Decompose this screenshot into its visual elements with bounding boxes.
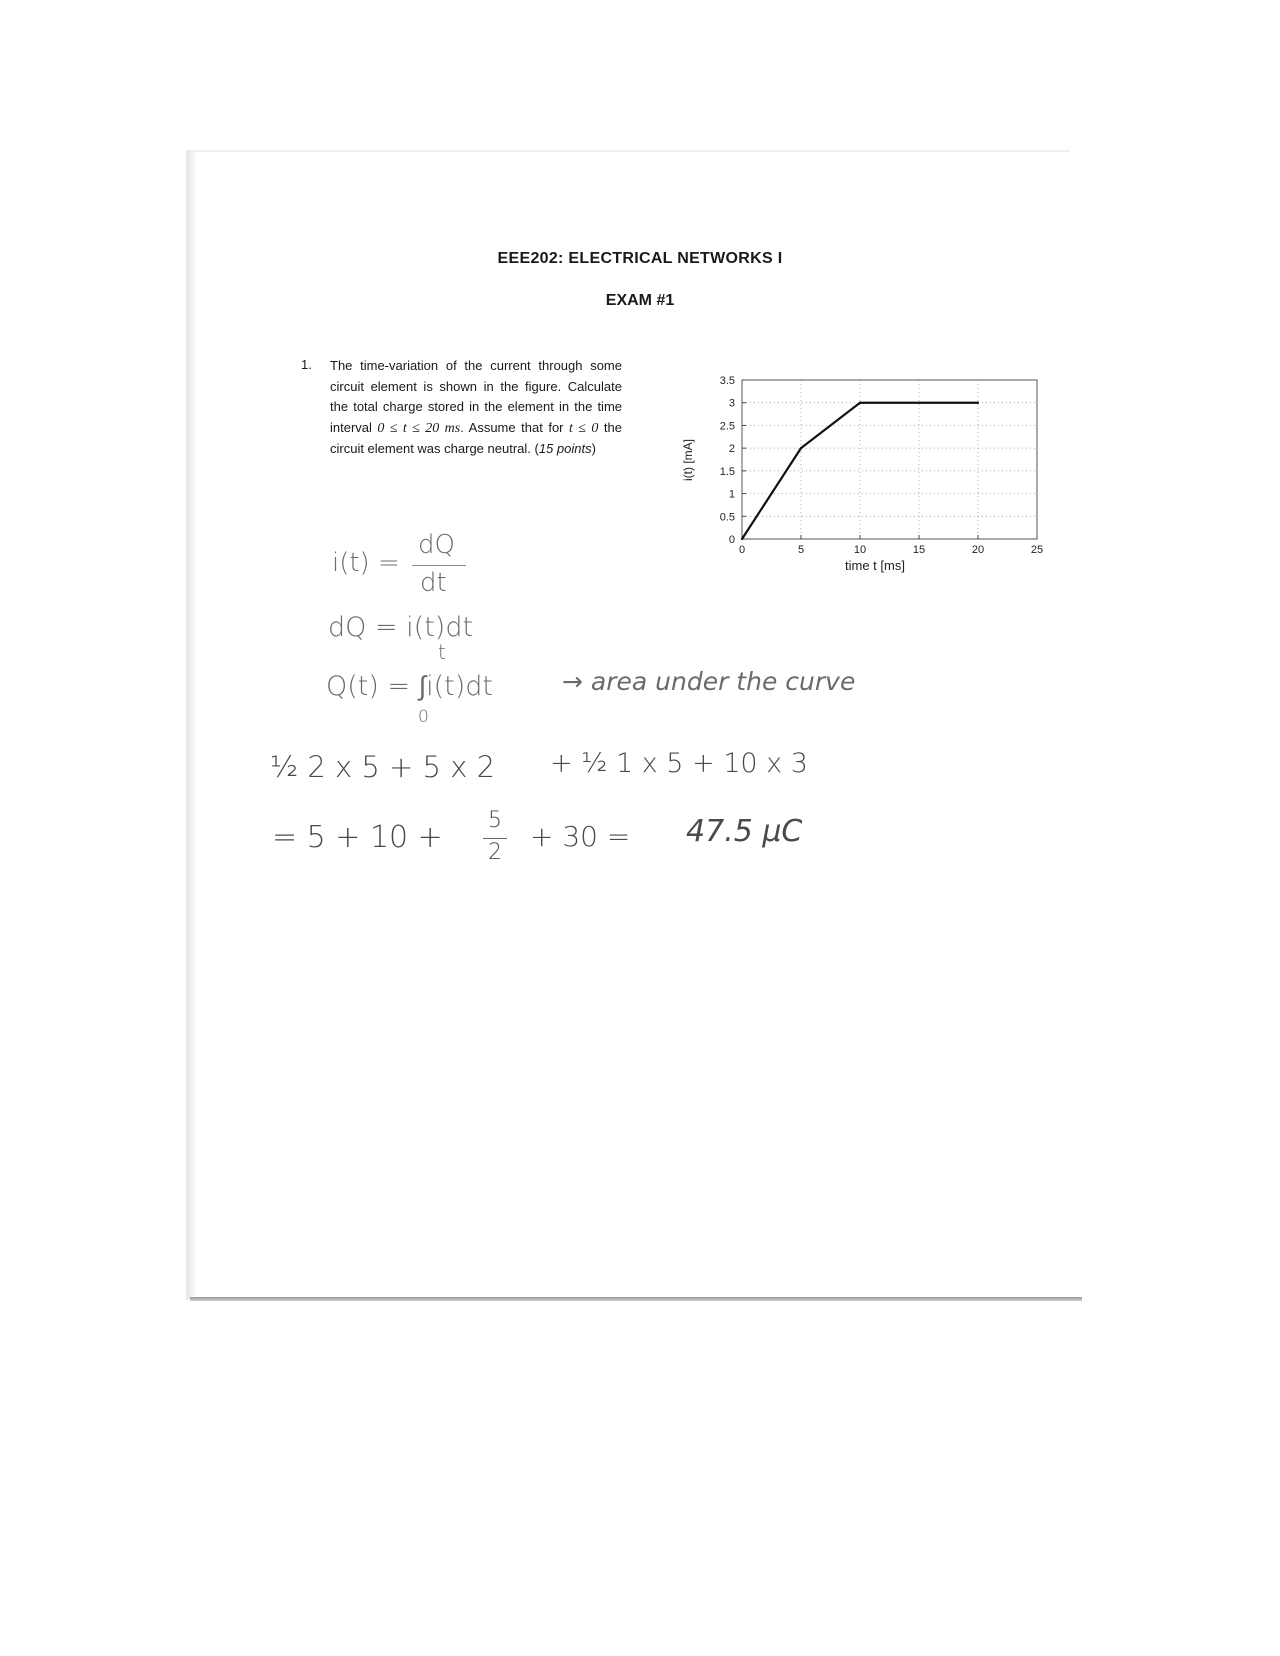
hw-dt-denominator: dt [420,568,447,598]
y-tick-label: 1.5 [719,465,735,478]
scan-sheet-top-edge [190,150,1070,152]
question-number: 1. [301,357,312,372]
question-text-part4: ) [591,441,596,456]
y-tick-label: 3.5 [719,375,735,387]
question-text-part1: The time-variation of the current through some circuit element is shown in the figure. Calculate the total charge stored in the element in the time interval [330,358,622,435]
hw-area-note: → area under the curve [562,667,856,696]
hw-calc-line2a: = 5 + 10 + [272,820,443,855]
hw-calc-line2b: + 30 = [530,820,631,853]
question-text [330,356,622,460]
y-tick-label: 0 [728,534,735,546]
series-point [859,402,861,404]
y-axis-label: i(t) [mA] [681,439,695,481]
question-text-part3: the circuit element was charge neutral. ( [330,419,622,456]
question-interval: 0 ≤ t ≤ 20 ms [377,420,461,436]
hw-dq-numerator: dQ [418,530,455,560]
hw-charge-integral: Q(t) = ∫i(t)dt [326,671,493,702]
x-tick-label: 20 [971,544,985,556]
series-point [977,402,979,404]
current-chart [670,370,1044,580]
scan-sheet-bottom-edge [190,1297,1082,1301]
y-tick-label: 3 [728,397,735,410]
x-tick-label: 0 [738,544,746,556]
course-title: EEE202: ELECTRICAL NETWORKS I [497,250,783,267]
y-tick-label: 2.5 [719,420,735,433]
question-points: 15 points [538,441,592,456]
x-tick-label: 10 [853,544,867,556]
hw-calc-line1a: ½ 2 x 5 + 5 x 2 [270,750,496,784]
y-tick-label: 1 [728,488,735,501]
hw-dq-equation: dQ = i(t)dt [328,612,474,643]
scan-sheet-left-edge [186,150,196,1300]
hw-integral-upper: t [438,640,446,664]
question-text-part2: . Assume that for [460,419,570,435]
hw-calc2-fraction-bar [483,838,507,839]
hw-calc2-numerator: 5 [488,808,502,833]
hw-final-result: 47.5 μC [686,814,803,849]
plot-frame [742,380,1037,539]
y-tick-label: 2 [728,443,735,456]
x-tick-label: 5 [797,544,805,556]
series-point [741,538,743,540]
x-tick-label: 25 [1030,544,1044,556]
hw-calc2-denominator: 2 [488,840,502,865]
exam-title: EXAM #1 [605,292,675,309]
hw-calc-line1b: + ½ 1 x 5 + 10 x 3 [550,748,808,779]
x-tick-label: 15 [912,544,926,556]
hw-current-def: i(t) = [332,548,400,578]
hw-integral-lower: 0 [418,707,429,727]
question-condition: t ≤ 0 [569,420,599,436]
y-tick-label: 0.5 [719,511,735,524]
x-axis-label: time t [ms] [845,558,905,573]
series-point [800,447,802,449]
hw-fraction-bar [412,565,466,566]
